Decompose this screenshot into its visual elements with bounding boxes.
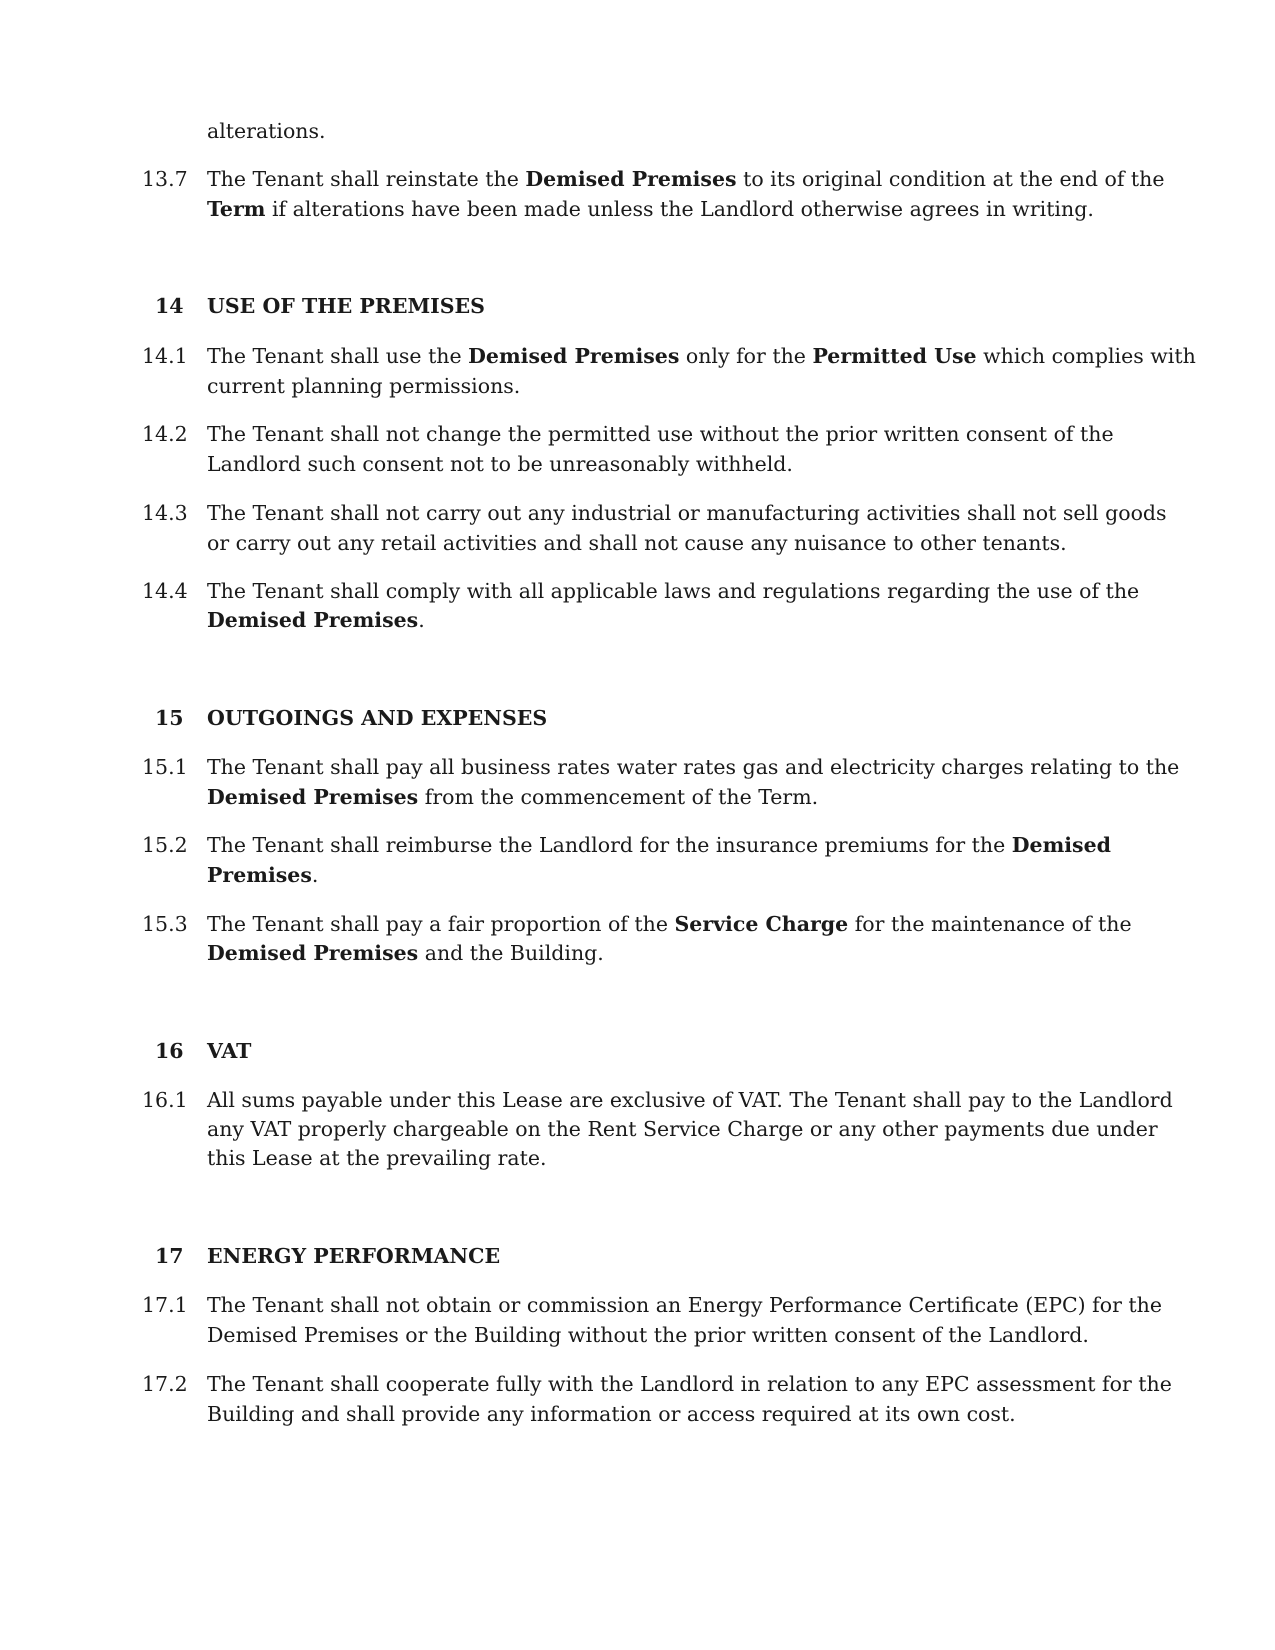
clause-number-14-2: 14.2 (142, 422, 188, 446)
clause-14-2-line-1: The Tenant shall not change the permitted use without the prior written consent of the (207, 422, 1114, 446)
clause-17-2-line-2: Building and shall provide any information or access required at its own cost. (207, 1402, 1016, 1426)
clause-14-1-line-2: current planning permissions. (207, 374, 521, 398)
section-number-14: 14 (155, 294, 184, 318)
clause-13-7-line-1: The Tenant shall reinstate the Demised Premises to its original condition at the end of the (207, 167, 1165, 191)
clause-14-4-line-1: The Tenant shall comply with all applicable laws and regulations regarding the use of the (207, 579, 1140, 603)
clause-number-17-2: 17.2 (142, 1372, 188, 1396)
clause-number-15-2: 15.2 (142, 833, 188, 857)
clause-13-7-line-2: Term if alterations have been made unless the Landlord otherwise agrees in writing. (207, 197, 1094, 221)
clause-number-15-3: 15.3 (142, 912, 188, 936)
section-heading-16: VAT (207, 1039, 252, 1063)
continuation-text: alterations. (207, 119, 326, 143)
section-number-15: 15 (155, 706, 184, 730)
section-number-17: 17 (155, 1244, 184, 1268)
clause-15-1-line-1: The Tenant shall pay all business rates water rates gas and electricity charges relating to the (207, 755, 1180, 779)
clause-14-4-line-2: Demised Premises. (207, 608, 425, 632)
section-heading-17: ENERGY PERFORMANCE (207, 1244, 501, 1268)
clause-17-1-line-2: Demised Premises or the Building without the prior written consent of the Landlord. (207, 1323, 1089, 1347)
clause-number-13-7: 13.7 (142, 167, 188, 191)
clause-14-1-line-1: The Tenant shall use the Demised Premises only for the Permitted Use which complies with (207, 344, 1196, 368)
clause-14-2-line-2: Landlord such consent not to be unreasonably withheld. (207, 452, 793, 476)
section-number-16: 16 (155, 1039, 184, 1063)
clause-number-16-1: 16.1 (142, 1088, 188, 1112)
clause-15-2-line-2: Premises. (207, 863, 319, 887)
clause-16-1-line-1: All sums payable under this Lease are exclusive of VAT. The Tenant shall pay to the Landlord (207, 1088, 1173, 1112)
section-heading-14: USE OF THE PREMISES (207, 294, 485, 318)
clause-number-15-1: 15.1 (142, 755, 188, 779)
clause-15-1-line-2: Demised Premises from the commencement of the Term. (207, 785, 819, 809)
section-heading-15: OUTGOINGS AND EXPENSES (207, 706, 548, 730)
clause-number-17-1: 17.1 (142, 1293, 188, 1317)
clause-14-3-line-1: The Tenant shall not carry out any industrial or manufacturing activities shall not sell goods (207, 501, 1167, 525)
clause-number-14-3: 14.3 (142, 501, 188, 525)
clause-14-3-line-2: or carry out any retail activities and shall not cause any nuisance to other tenants. (207, 531, 1067, 555)
clause-17-2-line-1: The Tenant shall cooperate fully with the Landlord in relation to any EPC assessment for the (207, 1372, 1172, 1396)
clause-16-1-line-3: this Lease at the prevailing rate. (207, 1146, 547, 1170)
clause-number-14-1: 14.1 (142, 344, 188, 368)
clause-15-2-line-1: The Tenant shall reimburse the Landlord for the insurance premiums for the Demised (207, 833, 1111, 857)
clause-17-1-line-1: The Tenant shall not obtain or commission an Energy Performance Certificate (EPC) for the (207, 1293, 1163, 1317)
clause-16-1-line-2: any VAT properly chargeable on the Rent Service Charge or any other payments due under (207, 1117, 1158, 1141)
clause-number-14-4: 14.4 (142, 579, 188, 603)
clause-15-3-line-2: Demised Premises and the Building. (207, 941, 604, 965)
clause-15-3-line-1: The Tenant shall pay a fair proportion of the Service Charge for the maintenance of the (207, 912, 1132, 936)
